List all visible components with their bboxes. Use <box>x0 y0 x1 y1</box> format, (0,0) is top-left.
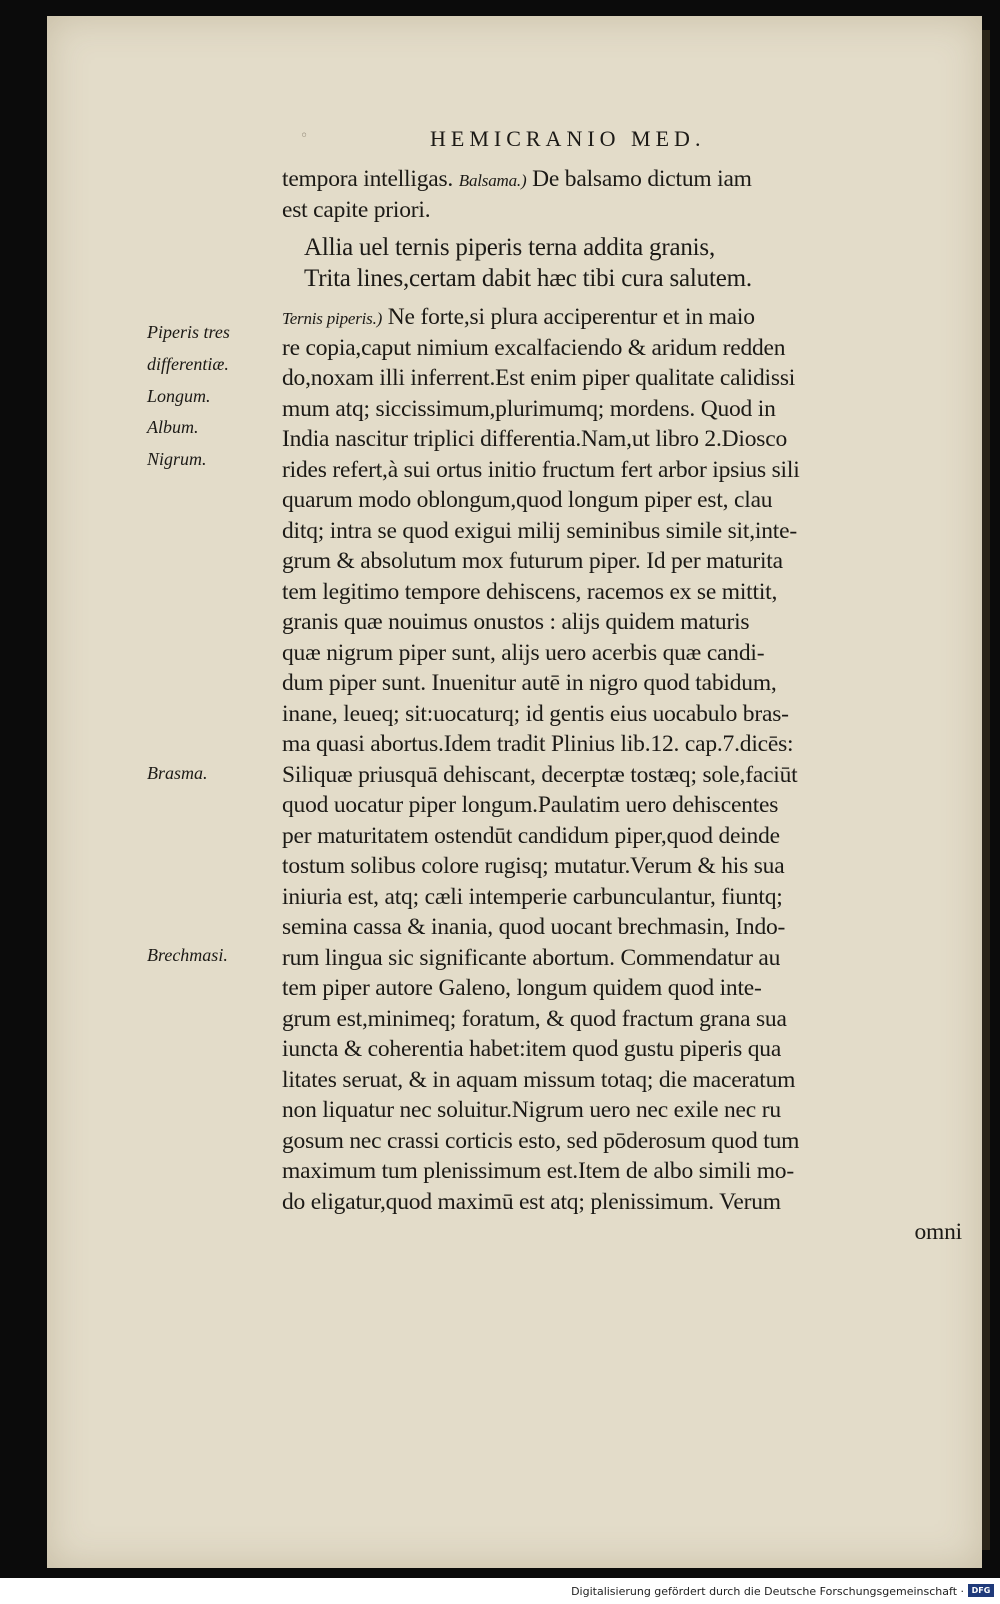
margin-note-nigrum: Nigrum. <box>147 449 207 469</box>
margin-note-differentiae: differentiæ. <box>147 354 229 374</box>
text-line: rum lingua sic significante abortum. Commendatur au <box>282 944 781 971</box>
lemma-ternis-piperis: Ternis piperis.) <box>282 309 383 328</box>
text-line <box>282 302 962 333</box>
main-text-block <box>282 164 962 1248</box>
text-line: gosum nec crassi corticis esto, sed pōderosum quod tum <box>282 1127 800 1154</box>
margin-note-brasma: Brasma. <box>147 763 208 783</box>
dfg-logo-icon: DFG <box>968 1584 994 1597</box>
text-line: quæ nigrum piper sunt, alijs uero acerbis quæ candi- <box>282 639 765 666</box>
text-line: maximum tum plenissimum est.Item de albo simili mo- <box>282 1158 794 1184</box>
text-line: non liquatur nec soluitur.Nigrum uero nec exile nec ru <box>282 1097 781 1123</box>
text-line <box>282 164 962 195</box>
spacer <box>282 294 962 302</box>
text-line: semina cassa & inania, quod uocant brechmasin, Indo- <box>282 914 786 940</box>
text-line: rides refert,à sui ortus initio fructum fert arbor ipsius sili <box>282 456 800 483</box>
ornament-mark: ◦ <box>300 128 309 144</box>
text-line: do eligatur,quod maximū est atq; plenissimum. Verum <box>282 1188 781 1215</box>
text-line: quarum modo oblongum,quod longum piper est, clau <box>282 487 773 513</box>
margin-note-album: Album. <box>147 417 199 437</box>
text-line: ditq; intra se quod exigui milij seminibus simile sit,inte- <box>282 517 797 544</box>
text-line: per maturitatem ostendūt candidum piper,quod deinde <box>282 822 780 849</box>
text-line: tostum solibus colore rugisq; mutatur.Verum & his sua <box>282 853 785 879</box>
text-line: dum piper sunt. Inuenitur autē in nigro quod tabidum, <box>282 670 777 696</box>
text-line: litates seruat, & in aquam missum totaq; die maceratum <box>282 1066 796 1093</box>
text-line: grum est,minimeq; foratum, & quod fractum grana sua <box>282 1005 787 1032</box>
text-line: granis quæ nouimus onustos : alijs quidem maturis <box>282 609 750 635</box>
text-line: iuncta & coherentia habet:item quod gustu piperis qua <box>282 1036 782 1062</box>
text-line: iniuria est, atq; cæli intemperie carbunculantur, fiuntq; <box>282 883 783 910</box>
verse-line: Trita lines,certam dabit hæc tibi cura salutem. <box>304 264 752 292</box>
margin-note-longum: Longum. <box>147 386 211 406</box>
text-line: grum & absolutum mox futurum piper. Id per maturita <box>282 548 783 574</box>
text-line: India nascitur triplici differentia.Nam,ut libro 2.Diosco <box>282 426 788 452</box>
text-line: do,noxam illi inferrent.Est enim piper qualitate calidissi <box>282 365 796 391</box>
text-line: re copia,caput nimium excalfaciendo & aridum redden <box>282 334 786 361</box>
catchword: omni <box>914 1219 962 1245</box>
text-line: tem piper autore Galeno, longum quidem quod inte- <box>282 975 762 1001</box>
running-title: HEMICRANIO MED. <box>430 126 706 151</box>
text-line: tem legitimo tempore dehiscens, racemos ex se mittit, <box>282 578 778 605</box>
margin-note-brechmasi: Brechmasi. <box>147 945 228 965</box>
text-fragment: tempora intelligas. <box>282 166 454 192</box>
text-line: Siliquæ priusquā dehiscant, decerptæ tostæq; sole,faciūt <box>282 761 798 788</box>
spacer <box>282 225 962 233</box>
verse-line: Allia uel ternis piperis terna addita granis, <box>304 234 716 261</box>
text-line: quod uocatur piper longum.Paulatim uero dehiscentes <box>282 792 779 818</box>
text-line: ma quasi abortus.Idem tradit Plinius lib.12. cap.7.dicēs: <box>282 731 794 757</box>
text-line: mum atq; siccissimum,plurimumq; mordens. Quod in <box>282 395 776 422</box>
footer-credit: Digitalisierung gefördert durch die Deutsche Forschungsgemeinschaft · <box>571 1585 964 1598</box>
lemma-balsama: Balsama.) <box>458 171 527 190</box>
text-line: inane, leueq; sit:uocaturq; id gentis eius uocabulo bras- <box>282 700 789 727</box>
margin-note-piperis: Piperis tres <box>147 322 230 342</box>
text-fragment: Ne forte,si plura acciperentur et in maio <box>387 304 755 330</box>
text-line: est capite priori. <box>282 196 431 223</box>
text-fragment: De balsamo dictum iam <box>532 166 752 192</box>
digitization-footer <box>0 1578 1000 1604</box>
